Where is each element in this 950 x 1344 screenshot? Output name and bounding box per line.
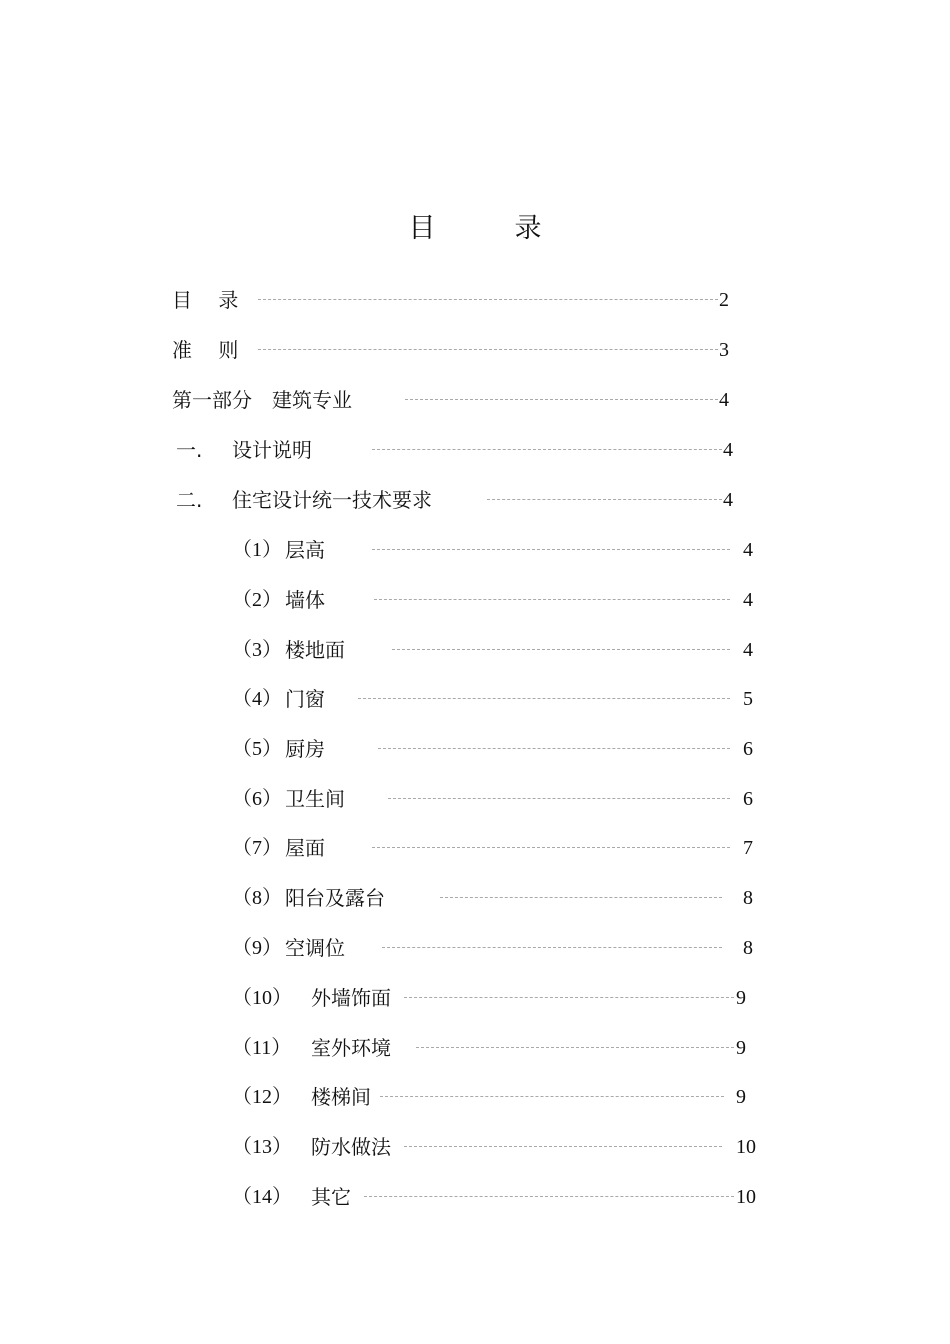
toc-leader [258,299,718,300]
toc-entry[interactable] [0,883,950,913]
toc-entry-number: （7） [232,837,282,859]
toc-entry-label: 目 录 [172,288,249,312]
toc-page-number: 4 [719,389,729,411]
toc-entry-label: 门窗 [285,687,325,711]
toc-entry-label: 厨房 [285,737,325,761]
toc-entry[interactable] [0,285,950,315]
toc-entry[interactable] [0,734,950,764]
toc-entry[interactable] [0,1132,950,1162]
toc-entry-label: 层高 [285,538,325,562]
toc-entry-label: 室外环境 [311,1036,391,1060]
toc-entry-label: 楼梯间 [311,1085,371,1109]
toc-entry[interactable] [0,933,950,963]
toc-leader [487,499,722,500]
toc-leader [358,698,730,699]
toc-entry-label: 其它 [311,1185,351,1209]
toc-entry[interactable] [0,1082,950,1112]
toc-leader [378,748,730,749]
toc-leader [374,599,730,600]
toc-leader [380,1096,724,1097]
toc-entry-number: （13） [232,1136,292,1158]
toc-page-number: 4 [723,439,733,461]
toc-entry-label: 外墙饰面 [311,986,391,1010]
toc-entry-number: （11） [232,1037,292,1059]
toc-entry-label: 楼地面 [285,638,345,662]
toc-page-number: 3 [719,339,729,361]
toc-entry-number: （5） [232,738,282,760]
toc-entry-number: （2） [232,589,282,611]
toc-entry-label: 准 则 [172,338,249,362]
toc-entry-label: 墙体 [285,588,325,612]
toc-entry-number: 一. [176,438,203,462]
toc-page-number: 4 [743,639,753,661]
toc-leader [372,449,722,450]
toc-leader [258,349,718,350]
toc-entry-number: （14） [232,1186,292,1208]
page-title: 目 录 [408,213,568,244]
toc-leader [405,399,718,400]
toc-page-number: 9 [736,1037,746,1059]
toc-entry-number: （1） [232,539,282,561]
toc-entry-number: （3） [232,639,282,661]
toc-entry-label: 第一部分 建筑专业 [172,388,352,412]
toc-entry-label: 住宅设计统一技术要求 [232,488,432,512]
toc-entry[interactable] [0,385,950,415]
toc-entry-label: 空调位 [285,936,345,960]
toc-page-number: 4 [743,539,753,561]
toc-leader [382,947,722,948]
toc-leader [416,1047,734,1048]
toc-entry[interactable] [0,784,950,814]
toc-entry-label: 防水做法 [311,1135,391,1159]
toc-entry-number: （10） [232,987,292,1009]
toc-page-number: 9 [736,1086,746,1108]
toc-page-number: 8 [743,937,753,959]
toc-page-number: 10 [736,1186,756,1208]
toc-page-number: 4 [743,589,753,611]
toc-leader [372,549,730,550]
toc-page-number: 10 [736,1136,756,1158]
toc-page-number: 5 [743,688,753,710]
toc-entry[interactable] [0,435,950,465]
toc-entry-number: 二. [176,488,203,512]
toc-page-number: 7 [743,837,753,859]
toc-entry-number: （6） [232,788,282,810]
toc-entry[interactable] [0,485,950,515]
toc-page-number: 8 [743,887,753,909]
toc-entry[interactable] [0,1033,950,1063]
toc-entry-number: （4） [232,688,282,710]
toc-leader [404,1146,722,1147]
toc-entry-label: 阳台及露台 [285,886,385,910]
toc-entry-label: 屋面 [285,836,325,860]
toc-page-number: 6 [743,788,753,810]
toc-page-number: 6 [743,738,753,760]
toc-page-number: 9 [736,987,746,1009]
toc-entry-number: （9） [232,937,282,959]
toc-entry[interactable] [0,983,950,1013]
toc-page-number: 4 [723,489,733,511]
toc-entry-number: （12） [232,1086,292,1108]
toc-entry[interactable] [0,1182,950,1212]
toc-leader [392,649,730,650]
toc-entry[interactable] [0,833,950,863]
toc-entry-number: （8） [232,887,282,909]
toc-entry-label: 设计说明 [232,438,312,462]
toc-entry[interactable] [0,335,950,365]
toc-leader [372,847,730,848]
toc-leader [364,1196,734,1197]
toc-page-number: 2 [719,289,729,311]
toc-entry[interactable] [0,684,950,714]
toc-leader [404,997,734,998]
toc-leader [388,798,730,799]
toc-entry[interactable] [0,535,950,565]
toc-entry[interactable] [0,585,950,615]
toc-entry-label: 卫生间 [285,787,345,811]
toc-entry[interactable] [0,635,950,665]
toc-leader [440,897,722,898]
